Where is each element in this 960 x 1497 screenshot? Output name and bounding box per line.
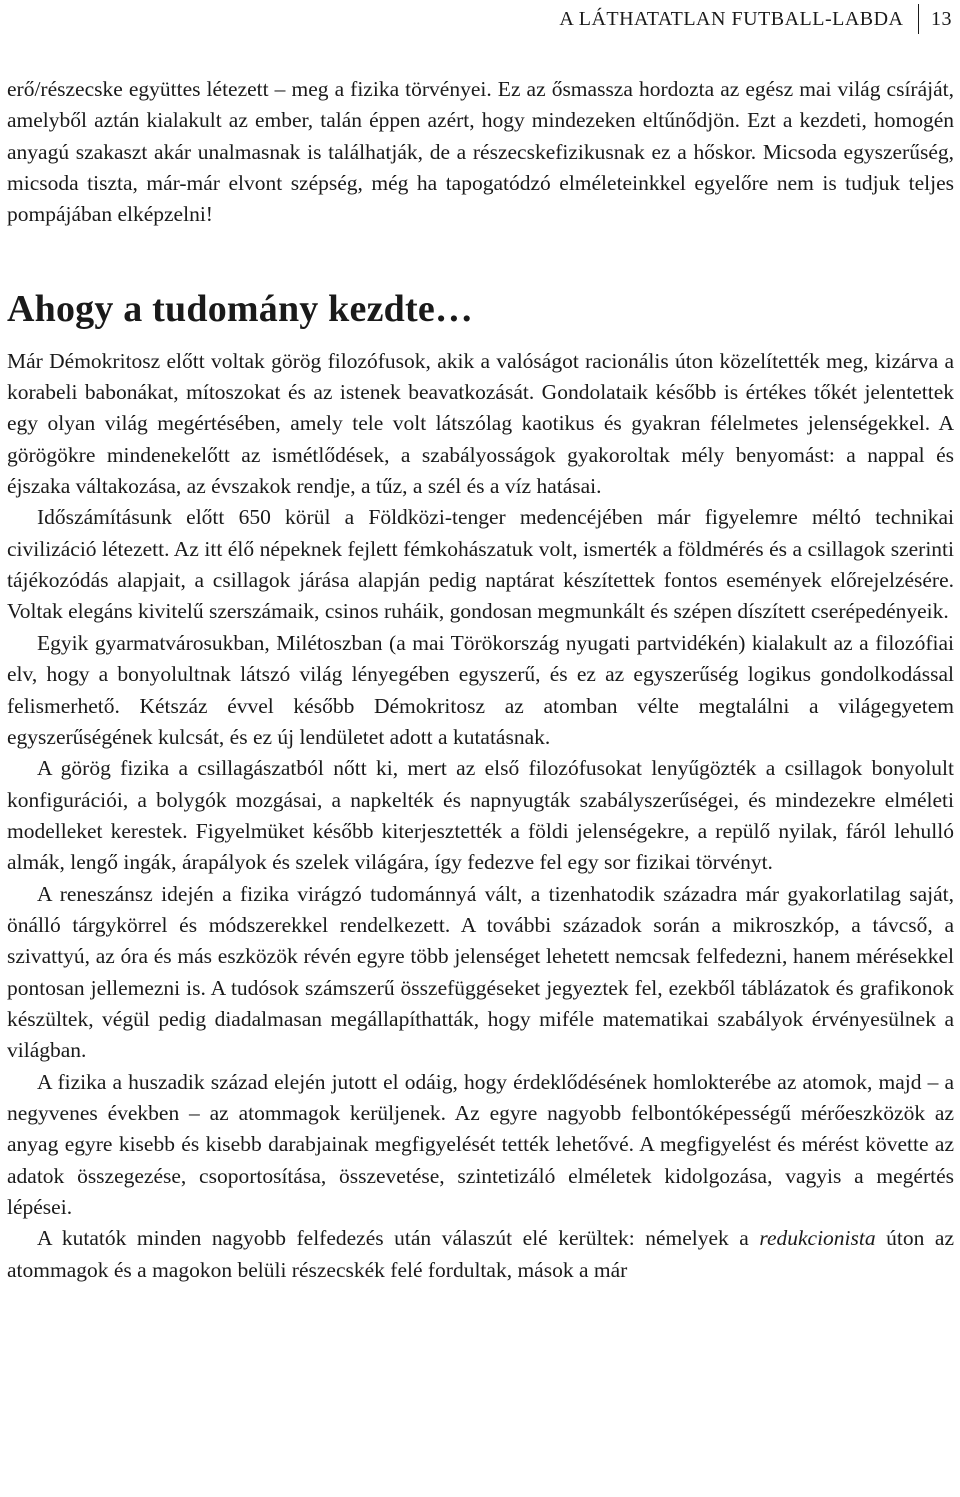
body-text: [7, 74, 954, 1286]
running-header: [559, 4, 952, 34]
paragraph-1: Már Démokritosz előtt voltak görög filozófusok, akik a valóságot racionális úton közelítették meg, kizárva a korabeli babonákat, mítoszokat és az istenek beavatkozását. Gondolataik később is értékes tőkét jelentettek egy olyan világ megértésében, amely tele volt látszólag kaotikus és gyakran félelmetes jelenségekkel. A görögökre mindenekelőtt az ismétlődések, a szabályosságok gyakoroltak mély benyomást: a nappal és éjszaka váltakozása, az évszakok rendje, a tűz, a szél és a víz hatásai.: [7, 348, 954, 499]
paragraph-5: A reneszánsz idején a fizika virágzó tudománnyá vált, a tizenhatodik századra már gyakorlatilag saját, önálló tárgykörrel és módszerekkel rendelkezett. A további századok során a mikroszkóp, a távcső, a szivattyú, az óra és más eszközök révén egyre több jelenséget lehetett nemcsak felfedezni, hanem mérésekkel pontosan jellemezni is. A tudósok számszerű összefüggéseket jegyeztek fel, ezekből táblázatok és grafikonok készültek, végül pedig diadalmasan megállapíthatták, hogy miféle matematikai szabályok érvényesülnek a világban.: [7, 881, 954, 1063]
italic-term: redukcionista: [759, 1226, 876, 1251]
paragraph-3: Egyik gyarmatvárosukban, Milétoszban (a mai Törökország nyugati partvidékén) kialakult az a filozófiai elv, hogy a bonyolultnak látszó világ lényegében egyszerű, és ez az egyszerűség logikus gondolkodással felismerhető. Kétszáz évvel később Démokritosz az atomban vélte megtalálni a világegyetem egyszerűségének kulcsát, és ez új lendületet adott a kutatásnak.: [7, 630, 954, 749]
paragraph-4: A görög fizika a csillagászatból nőtt ki, mert az első filozófusokat lenyűgözték a csillagok bonyolult konfigurációi, a bolygók mozgásai, a napkelték és napnyugták szabályszerűségei, és mindezekre elméleti modelleket kerestek. Figyelmüket később kiterjesztették a földi jelenségekre, a repülő nyilak, fáról lehulló almák, lengő ingák, árapályok és szelek világára, így fedezve fel egy sor fizikai törvényt.: [7, 756, 954, 875]
paragraph-2: Időszámításunk előtt 650 körül a Földközi-tenger medencéjében már figyelemre méltó technikai civilizáció létezett. Az itt élő népeknek fejlett fémkohászatuk volt, ismerték a földmérés és a csillagok szerinti tájékozódás alapjait, a csillagok járása alapján pedig naptárat készítettek fontos események előrejelzésére. Voltak elegáns kivitelű szerszámaik, csinos ruháik, gondosan megmunkált és szépen díszített cserépedényeik.: [7, 505, 954, 624]
page-number: 13: [931, 7, 952, 30]
paragraph-6: A fizika a huszadik század elején jutott el odáig, hogy érdeklődésének homlokterébe az atomok, majd – a negyvenes években – az atommagok kerüljenek. Az egyre nagyobb felbontóképességű mérőeszközök az anyag egyre kisebb és kisebb darabjainak megfigyelését tették lehetővé. A megfigyelést és mérést követte az adatok összegezése, csoportosítása, összevetése, szintetizáló elméletek kidolgozása, vagyis a megértés lépései.: [7, 1069, 954, 1219]
section-heading: Ahogy a tudomány kezdte…: [7, 287, 474, 330]
paragraph-7-text-end: úton az atommagok és a magokon belüli részecskék felé fordultak, mások a már: [7, 1226, 954, 1282]
paragraph-7-text: A kutatók minden nagyobb felfedezés után válaszút elé kerültek: némelyek a: [37, 1226, 760, 1251]
paragraph-7: [7, 1223, 954, 1286]
running-title: A LÁTHATATLAN FUTBALL-LABDA: [559, 7, 904, 30]
header-divider: [918, 4, 920, 34]
intro-paragraph: erő/részecske együttes létezett – meg a fizika törvényei. Ez az ősmassza hordozta az egész mai világ csíráját, amelyből aztán kialakult az ember, talán éppen azért, hogy mindezeken eltűnődjön. Ezt a kezdeti, homogén anyagú szakaszt akár unalmasnak is találhatják, de a részecskefizikusnak ez a hőskor. Micsoda egyszerűség, micsoda tiszta, már-már elvont szépség, még ha tapogatódzó elméleteinkkel egyelőre nem is tudjuk teljes pompájában elképzelni!: [7, 77, 954, 227]
